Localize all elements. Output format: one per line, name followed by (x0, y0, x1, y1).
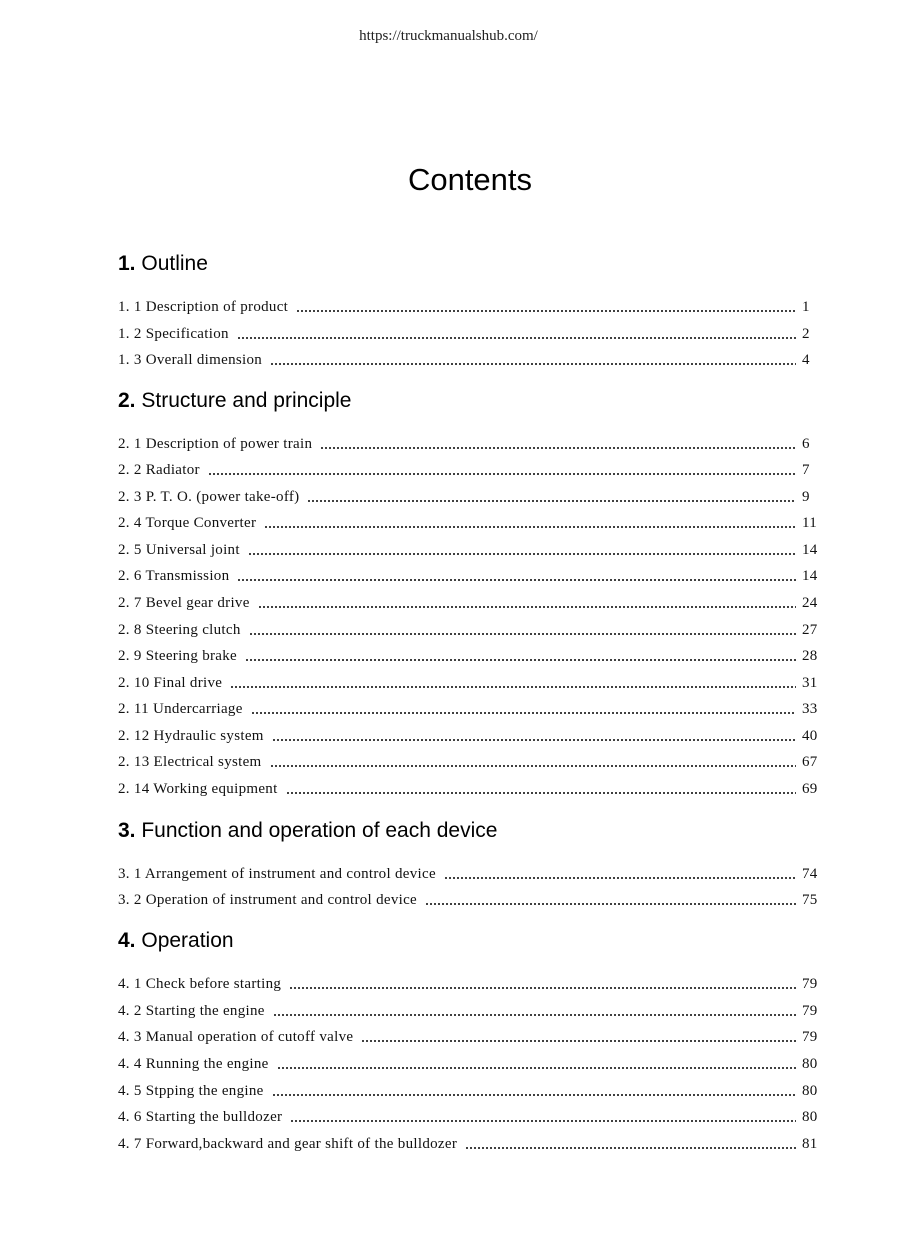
toc-entry-label: 2. 9 Steering brake (118, 648, 237, 664)
toc-entry-label: 4. 1 Check before starting (118, 976, 282, 992)
section-number: 2. (118, 389, 136, 412)
toc-entry-label: 2. 7 Bevel gear drive (118, 595, 250, 611)
dot-leader (286, 792, 796, 794)
page-title: Contents (407, 162, 533, 197)
dot-leader (272, 739, 796, 741)
toc-entry[interactable] (118, 780, 822, 798)
toc-entry-label: 2. 8 Steering clutch (118, 622, 241, 638)
toc-entry-page: 80 (802, 1109, 818, 1125)
toc-entry-page: 79 (802, 1003, 818, 1019)
dot-leader (249, 633, 796, 635)
toc-entry-page: 24 (802, 595, 818, 611)
toc-entry[interactable] (118, 567, 822, 585)
toc-entry-label: 3. 1 Arrangement of instrument and control device (118, 866, 436, 882)
toc-entry-page: 81 (802, 1136, 818, 1152)
section-title: Outline (141, 252, 208, 275)
section-title: Structure and principle (141, 389, 352, 412)
toc-entry-page: 28 (802, 648, 818, 664)
toc-entry-page: 79 (802, 1029, 818, 1045)
section-number: 4. (118, 929, 136, 952)
dot-leader (258, 606, 796, 608)
dot-leader (273, 1014, 796, 1016)
toc-entry-label: 2. 12 Hydraulic system (118, 728, 264, 744)
toc-entry-label: 4. 3 Manual operation of cutoff valve (118, 1029, 354, 1045)
toc-entry-page: 14 (802, 568, 818, 584)
toc-entry[interactable] (118, 700, 822, 718)
toc-entry-label: 4. 7 Forward,backward and gear shift of the bulldozer (118, 1136, 458, 1152)
dot-leader (270, 363, 796, 365)
toc-entry[interactable] (118, 1135, 822, 1153)
toc-entry[interactable] (118, 674, 822, 692)
dot-leader (320, 447, 796, 449)
toc-entry[interactable] (118, 1055, 822, 1073)
dot-leader (270, 765, 796, 767)
toc-entry-page: 80 (802, 1056, 818, 1072)
section-number: 3. (118, 819, 136, 842)
toc-entry-label: 2. 4 Torque Converter (118, 515, 257, 531)
toc-entry-page: 67 (802, 754, 818, 770)
toc-entry-label: 4. 4 Running the engine (118, 1056, 269, 1072)
section-number: 1. (118, 252, 136, 275)
toc-entry[interactable] (118, 1002, 822, 1020)
toc-entry-label: 4. 5 Stpping the engine (118, 1083, 264, 1099)
dot-leader (425, 903, 796, 905)
section-title: Operation (141, 929, 234, 952)
toc-entry-label: 2. 13 Electrical system (118, 754, 262, 770)
toc-entry[interactable] (118, 1028, 822, 1046)
toc-entry-label: 2. 1 Description of power train (118, 436, 313, 452)
toc-entry-label: 1. 3 Overall dimension (118, 352, 263, 368)
toc-entry[interactable] (118, 298, 822, 316)
toc-entry-page: 1 (802, 299, 810, 315)
toc-entry[interactable] (118, 1108, 822, 1126)
toc-entry[interactable] (118, 488, 822, 506)
toc-entry[interactable] (118, 753, 822, 771)
toc-entry-label: 4. 2 Starting the engine (118, 1003, 265, 1019)
dot-leader (289, 987, 796, 989)
toc-entry-page: 11 (802, 515, 818, 531)
toc-entry-label: 2. 5 Universal joint (118, 542, 240, 558)
toc-entry-label: 3. 2 Operation of instrument and control device (118, 892, 418, 908)
section-heading-function (118, 819, 497, 843)
dot-leader (444, 877, 796, 879)
header-url: https://truckmanualshub.com/ (359, 28, 538, 44)
toc-entry[interactable] (118, 541, 822, 559)
toc-entry[interactable] (118, 325, 822, 343)
toc-entry[interactable] (118, 594, 822, 612)
section-heading-structure (118, 389, 351, 413)
dot-leader (237, 579, 796, 581)
toc-entry[interactable] (118, 865, 822, 883)
toc-entry-label: 2. 3 P. T. O. (power take-off) (118, 489, 300, 505)
toc-entry-page: 31 (802, 675, 818, 691)
toc-entry-label: 2. 11 Undercarriage (118, 701, 243, 717)
toc-entry-label: 2. 14 Working equipment (118, 781, 278, 797)
dot-leader (237, 337, 796, 339)
toc-entry[interactable] (118, 727, 822, 745)
dot-leader (361, 1040, 796, 1042)
dot-leader (208, 473, 796, 475)
toc-entry-page: 4 (802, 352, 810, 368)
toc-entry[interactable] (118, 435, 822, 453)
toc-entry-page: 6 (802, 436, 810, 452)
toc-entry[interactable] (118, 351, 822, 369)
toc-entry-page: 40 (802, 728, 818, 744)
dot-leader (465, 1147, 796, 1149)
toc-entry-page: 2 (802, 326, 810, 342)
toc-entry-page: 74 (802, 866, 818, 882)
section-heading-operation (118, 929, 234, 953)
section-heading-outline (118, 252, 208, 276)
toc-entry-label: 2. 6 Transmission (118, 568, 230, 584)
toc-entry[interactable] (118, 621, 822, 639)
dot-leader (307, 500, 796, 502)
toc-entry[interactable] (118, 647, 822, 665)
toc-entry-page: 75 (802, 892, 818, 908)
toc-entry-page: 69 (802, 781, 818, 797)
toc-entry[interactable] (118, 461, 822, 479)
toc-entry[interactable] (118, 1082, 822, 1100)
toc-entry[interactable] (118, 891, 822, 909)
toc-entry-page: 27 (802, 622, 818, 638)
dot-leader (272, 1094, 796, 1096)
toc-entry-page: 80 (802, 1083, 818, 1099)
toc-entry-page: 14 (802, 542, 818, 558)
toc-entry-label: 4. 6 Starting the bulldozer (118, 1109, 283, 1125)
dot-leader (290, 1120, 796, 1122)
section-title: Function and operation of each device (141, 819, 498, 842)
dot-leader (264, 526, 796, 528)
toc-entry-label: 2. 10 Final drive (118, 675, 223, 691)
toc-entry[interactable] (118, 975, 822, 993)
toc-entry-page: 9 (802, 489, 810, 505)
toc-entry-label: 1. 2 Specification (118, 326, 229, 342)
toc-entry-label: 1. 1 Description of product (118, 299, 289, 315)
toc-entry-label: 2. 2 Radiator (118, 462, 200, 478)
dot-leader (248, 553, 796, 555)
toc-entry[interactable] (118, 514, 822, 532)
dot-leader (251, 712, 796, 714)
dot-leader (296, 310, 796, 312)
toc-entry-page: 79 (802, 976, 818, 992)
dot-leader (245, 659, 796, 661)
dot-leader (277, 1067, 796, 1069)
toc-entry-page: 7 (802, 462, 810, 478)
dot-leader (230, 686, 796, 688)
toc-entry-page: 33 (802, 701, 818, 717)
